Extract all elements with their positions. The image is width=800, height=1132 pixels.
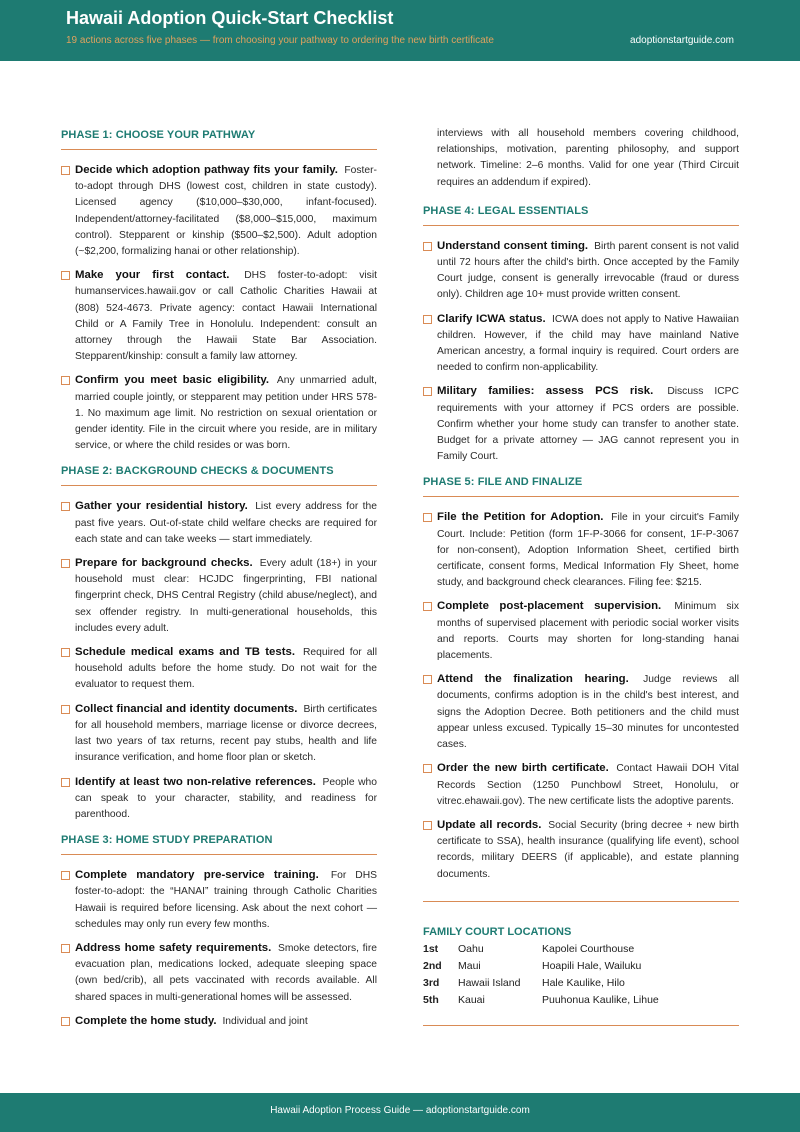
checklist-item (61, 162, 377, 260)
item-text: File in your circuit's Family Court. Include: Petition (form 1F-P-3066 for consent, 1F-P-3067 for non-consent), Adoption Information Sheet, certified birth certificate, consent forms, Medical Information Fly Sheet, home study, and background check clearances. Filing fee: $215. (437, 512, 739, 589)
location-row (423, 992, 739, 1009)
page-header (0, 0, 800, 61)
location-circuit: 3rd (423, 976, 440, 989)
checklist-item (423, 509, 739, 591)
location-circuit: 1st (423, 942, 439, 955)
location-court: Kapolei Courthouse (542, 942, 635, 955)
item-text: For DHS foster-to-adopt: the “HANAI” training through Catholic Charities Hawaii is required before licensing. Ask about the next cohort — schedules may only run every few months. (75, 870, 378, 930)
item-lead: Collect financial and identity documents. (75, 702, 298, 715)
section-divider (423, 1025, 739, 1026)
item-text: DHS foster-to-adopt: visit humanservices.hawaii.gov or call Catholic Charities Hawaii at (808) 524-4673. Private agency: contact Hawaii International Child or A Family Tree in Honolulu. Independent: consult an attorney through the Hawaii State Bar Association. Stepparent/kinship: consult a family law attorney. (75, 270, 377, 363)
checkbox[interactable] (423, 675, 432, 684)
checklist-item (423, 760, 739, 810)
item-text: Social Security (bring decree + new birth certificate to SSA), health insurance (qualifying life event), school records, military DEERS (if applicable), and estate planning documents. (437, 819, 739, 880)
item-lead: Gather your residential history. (75, 500, 248, 513)
item-lead: Make your first contact. (75, 269, 230, 282)
item-lead: Clarify ICWA status. (437, 312, 546, 325)
location-court: Hale Kaulike, Hilo (542, 976, 625, 989)
phase-4 (423, 201, 739, 466)
location-circuit: 5th (423, 993, 439, 1006)
checkbox[interactable] (423, 513, 432, 522)
phase-title: PHASE 1: CHOOSE YOUR PATHWAY (61, 100, 377, 150)
checkbox[interactable] (423, 821, 432, 830)
locations-title: FAMILY COURT LOCATIONS (423, 925, 572, 938)
checkbox[interactable] (61, 1017, 70, 1026)
item-text: Any unmarried adult, married couple jointly, or stepparent may petition under HRS 578-1. No maximum age limit. No restriction on sexual orientation or gender identity. File in the circuit where you reside, are in military service, or where the child resides or was born. (75, 375, 377, 452)
location-island: Oahu (458, 942, 484, 955)
left-column (61, 100, 377, 1037)
item-lead: Decide which adoption pathway fits your family. (75, 164, 338, 176)
item-lead: Complete the home study. (75, 1014, 217, 1027)
phase-title: PHASE 3: HOME STUDY PREPARATION (61, 830, 377, 855)
item-text: Individual and joint (222, 1015, 308, 1027)
checkbox[interactable] (423, 602, 432, 611)
item-lead: Complete mandatory pre-service training. (75, 869, 319, 882)
item-lead: Identify at least two non-relative references. (75, 775, 316, 788)
checkbox[interactable] (61, 648, 70, 657)
checklist-item (423, 311, 739, 377)
location-row (423, 975, 739, 992)
footer-text: Hawaii Adoption Process Guide — adoptionstartguide.com (270, 1105, 530, 1116)
checkbox[interactable] (61, 944, 70, 953)
item-text: List every address for the past five years. Out-of-state child welfare checks are required for each state and can take weeks — start immediately. (75, 501, 377, 545)
item-text: Birth certificates for all household members, marriage license or divorce decrees, last two years of tax returns, recent pay stubs, health and life insurance verification, and home floor plan or sketch. (75, 703, 377, 764)
item-lead: Schedule medical exams and TB tests. (75, 646, 296, 659)
checkbox[interactable] (61, 871, 70, 880)
phase-5 (423, 472, 739, 882)
item-text: Birth parent consent is not valid until 72 hours after the child's birth. Once accepted by the Family Court judge, consent is generally irrevocable (fraud or duress only). Children age 10+ must provide written consent. (437, 240, 739, 301)
right-column (423, 126, 739, 1026)
page-title: Hawaii Adoption Quick-Start Checklist (66, 8, 394, 28)
item-text: Contact Hawaii DOH Vital Records Section (1250 Punchbowl Street, Honolulu, or vitrec.ehawaii.gov). The new certificate lists the adoptive parents. (437, 763, 739, 807)
checkbox[interactable] (423, 387, 432, 396)
checklist-item (423, 671, 739, 753)
location-court: Hoapili Hale, Wailuku (542, 959, 642, 972)
item-lead: Order the new birth certificate. (437, 762, 609, 775)
phase-1 (61, 100, 377, 454)
family-court-locations (423, 901, 739, 1026)
checklist-item (61, 1013, 377, 1030)
phase-title: PHASE 5: FILE AND FINALIZE (423, 472, 739, 497)
checkbox[interactable] (61, 502, 70, 511)
checklist-item (61, 701, 377, 767)
header-site-link[interactable]: adoptionstartguide.com (630, 35, 734, 46)
item-lead: Update all records. (437, 818, 542, 831)
checklist-item (423, 383, 739, 465)
page-subtitle: 19 actions across five phases — from choosing your pathway to ordering the new birth certificate (66, 35, 494, 46)
item-lead: Attend the finalization hearing. (437, 673, 629, 686)
checkbox[interactable] (423, 764, 432, 773)
item-text: Required for all household adults before the home study. Do not wait for the evaluator to request them. (75, 647, 377, 691)
checklist-item (61, 498, 377, 548)
item-text: Foster-to-adopt through DHS (lowest cost, children in state custody). Licensed agency ($10,000–$30,000, infant-focused). Independent/attorney-facilitated ($8,000–$15,000, maximum control). Stepparent or kinship ($500–$2,500). Adult adoption (~$2,200, formalizing hanai or other relationship). (75, 165, 377, 258)
location-island: Kauai (458, 993, 485, 1006)
location-row (423, 958, 739, 975)
phase-title: PHASE 2: BACKGROUND CHECKS & DOCUMENTS (61, 461, 377, 486)
checklist-item (61, 555, 377, 637)
item-lead: Prepare for background checks. (75, 557, 253, 570)
checklist-item (423, 817, 739, 883)
item-lead: File the Petition for Adoption. (437, 511, 604, 524)
checkbox[interactable] (61, 705, 70, 714)
phase-3 (61, 830, 377, 1030)
location-row (423, 941, 739, 958)
checkbox[interactable] (423, 242, 432, 251)
checkbox[interactable] (61, 166, 70, 175)
checkbox[interactable] (61, 559, 70, 568)
item-lead: Address home safety requirements. (75, 941, 272, 954)
item-text: Every adult (18+) in your household must clear: HCJDC fingerprinting, FBI national fingerprint check, DHS Central Registry (child abuse/neglect), and sex offender registry. In multi-generational households, this includes every adult. (75, 558, 377, 634)
checklist-item (61, 372, 377, 454)
checklist-item (423, 598, 739, 664)
checklist-item (61, 644, 377, 694)
checkbox[interactable] (61, 376, 70, 385)
location-island: Hawaii Island (458, 976, 521, 989)
location-circuit: 2nd (423, 959, 442, 972)
item-lead: Confirm you meet basic eligibility. (75, 374, 270, 387)
phase-title: PHASE 4: LEGAL ESSENTIALS (423, 201, 739, 226)
checklist-item (61, 940, 377, 1006)
item-text: Minimum six months of supervised placement with periodic social worker visits and reports. Courts may shorten for long-standing hanai placements. (437, 601, 739, 662)
item-text: Discuss ICPC requirements with your attorney if PCS orders are possible. Confirm whether your home study can transfer to another state. Budget for a private attorney — JAG cannot represent you in Family Court. (437, 386, 739, 463)
item-text: Judge reviews all documents, confirms adoption is in the child's best interest, and signs the Adoption Decree. Both petitioners and the child must appear unless excused. Typically 15–30 minutes for uncontested cases. (437, 674, 739, 751)
checklist-item (61, 867, 377, 933)
item-lead: Understand consent timing. (437, 239, 589, 252)
checkbox[interactable] (423, 315, 432, 324)
item-text: Smoke detectors, fire evacuation plan, medications locked, adequate sleeping space (own bed/crib), all pets vaccinated with records available. All shared spaces in multi-generational homes will be assessed. (75, 942, 377, 1003)
page-footer (0, 1093, 800, 1132)
item-lead: Complete post-placement supervision. (437, 600, 662, 613)
checklist-item (423, 238, 739, 304)
phase-2 (61, 461, 377, 823)
checkbox[interactable] (61, 271, 70, 280)
item-continuation: interviews with all household members covering childhood, relationships, motivation, parenting philosophy, and support network. Timeline: 2–6 months. Valid for one year (Third Circuit requires an addendum if expired). (437, 128, 739, 188)
location-court: Puuhonua Kaulike, Lihue (542, 993, 659, 1006)
location-island: Maui (458, 959, 481, 972)
checkbox[interactable] (61, 778, 70, 787)
item-text: ICWA does not apply to Native Hawaiian children. However, if the child may have mainland Native American ancestry, a formal inquiry is required. Court orders are needed to confirm non-applicability. (437, 313, 740, 374)
checklist-item (61, 267, 377, 365)
item-text: People who can speak to your character, stability, and readiness for parenthood. (75, 776, 377, 820)
checklist-item (61, 774, 377, 824)
item-lead: Military families: assess PCS risk. (437, 385, 654, 398)
